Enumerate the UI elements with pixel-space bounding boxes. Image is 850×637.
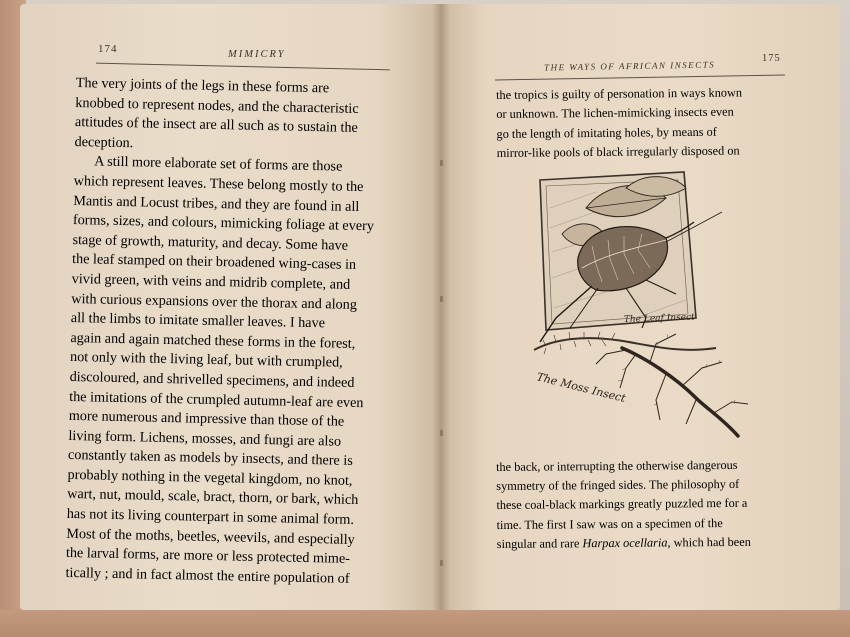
body-text-line: living form. Lichens, mosses, and fungi are also [68,427,342,450]
body-text-line: mirror-like pools of black irregularly disposed on [496,143,740,161]
body-text-line: vivid green, with veins and midrib complete, and [71,270,351,293]
book-gutter [432,4,450,610]
body-text-line: the back, or interrupting the otherwise dangerous [496,457,738,474]
body-text-line: these coal-black markings greatly puzzled me for a [496,496,748,513]
body-text-line: the imitations of the crumpled autumn-leaf are even [69,388,364,411]
right-body-text-top [496,83,783,164]
body-text-line: with curious expansions over the thorax and along [71,290,358,313]
body-text-line: or unknown. The lichen-mimicking insects even [496,104,734,122]
left-running-head: MIMICRY [228,49,286,60]
binding-stitch [440,430,443,436]
body-text-line: Mantis and Locust tribes, and they are found in all [73,192,360,215]
body-text-line: wart, nut, mould, scale, bract, thorn, or bark, which [67,486,359,509]
right-body-text-bottom [496,455,792,554]
body-text-line: the leaf stamped on their broadened wing-cases in [71,251,357,274]
body-text-line: constantly taken as models by insects, and there is [67,447,353,470]
body-text-line: discoloured, and shrivelled specimens, and indeed [69,368,355,391]
body-text-line: tically ; and in fact almost the entire population of [65,564,350,587]
body-text-line: the tropics is guilty of personation in ways known [496,85,743,102]
species-name: Harpax ocellaria [582,535,668,551]
body-text-line: not only with the living leaf, but with crumpled, [69,349,343,371]
left-body-text [65,74,396,590]
body-text-line: probably nothing in the vegetal kingdom, no knot, [67,466,353,489]
body-text-line: go the length of imitating holes, by means of [496,124,717,141]
binding-stitch [440,560,443,566]
body-text-line: stage of growth, maturity, and decay. Some have [72,231,349,254]
body-text-line: knobbed to represent nodes, and the characteristic [75,94,359,117]
body-text-line: A still more elaborate set of forms are those [93,153,343,175]
book-cover-edge-bottom [0,610,850,637]
right-page-number: 175 [762,53,781,64]
body-text-line: deception. [74,133,134,151]
body-text-line: symmetry of the fringed sides. The philosophy of [496,477,740,494]
body-text-line: singular and rare Harpax ocellaria, which had been [496,534,751,551]
left-page-number: 174 [98,43,118,55]
body-text-line: forms, sizes, and colours, mimicking foliage at every [72,212,375,235]
body-text-line: all the limbs to imitate smaller leaves. I have [70,310,326,332]
binding-stitch [440,160,443,166]
body-text-line: which represent leaves. These belong mostly to the [73,172,364,196]
body-text-line: again and again matched these forms in the forest, [70,329,356,352]
body-text-line: has not its living counterpart in some animal form. [66,505,355,528]
body-text-line: the larval forms, are more or less protected mime- [65,545,351,568]
body-text-line: time. The first I saw was on a specimen of the [496,515,723,532]
right-running-head: THE WAYS OF AFRICAN INSECTS [543,59,716,73]
body-text-line: more numerous and impressive than those of the [68,408,345,430]
body-text-line: Most of the moths, beetles, weevils, and especially [66,525,355,548]
leaf-insect-caption: The Leaf Insect [623,312,695,325]
body-text-line: The very joints of the legs in these forms are [75,74,330,97]
insect-illustration [526,168,756,448]
binding-stitch [440,296,443,302]
moss-insect-caption: The Moss Insect [535,370,627,405]
body-text-line: attitudes of the insect are all such as to sustain the [74,114,358,137]
